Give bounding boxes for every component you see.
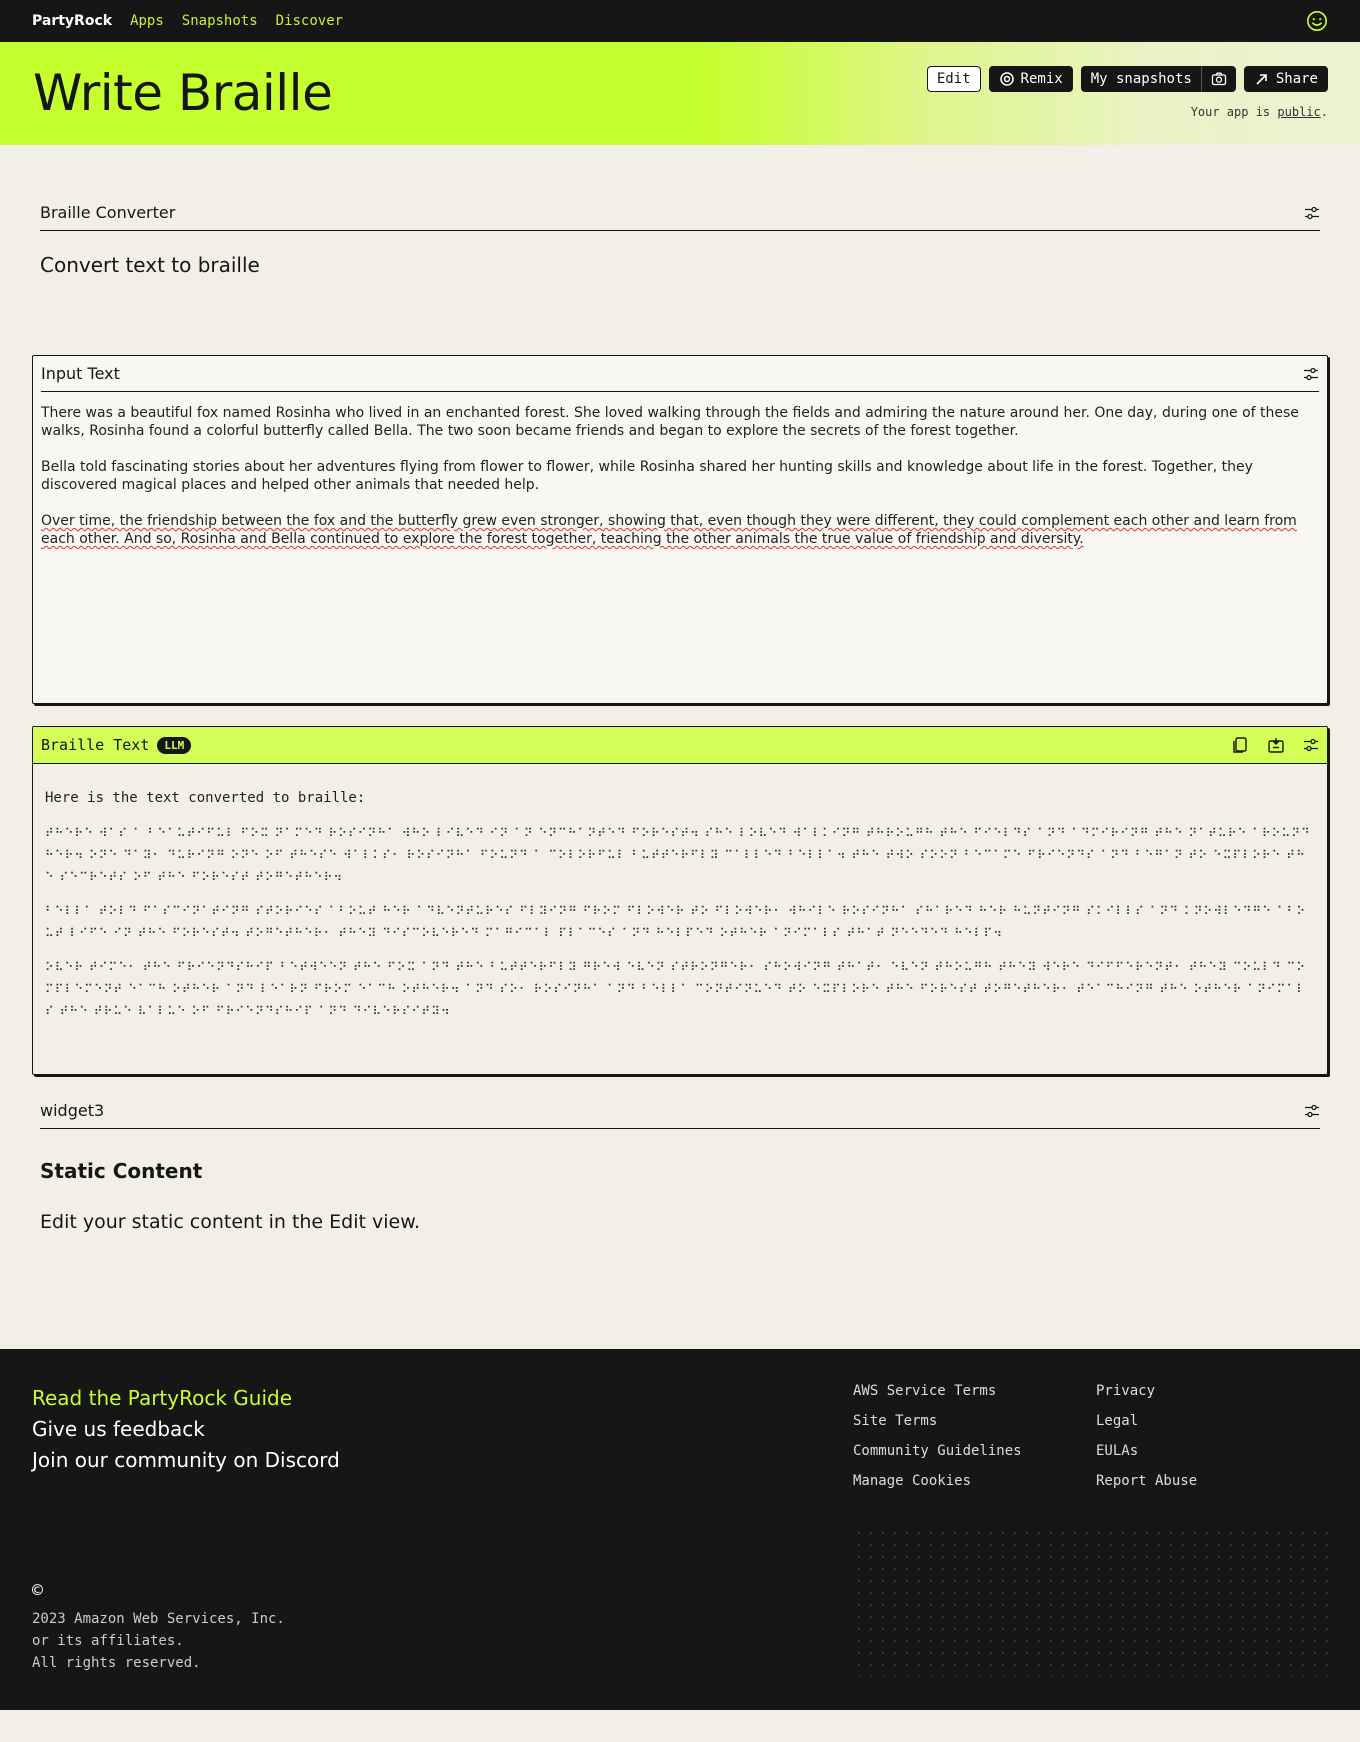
copyright-line: 2023 Amazon Web Services, Inc. bbox=[32, 1611, 285, 1627]
braille-paragraph: ⠕⠧⠑⠗ ⠞⠊⠍⠑⠂ ⠞⠓⠑ ⠋⠗⠊⠑⠝⠙⠎⠓⠊⠏ ⠃⠑⠞⠺⠑⠑⠝ ⠞⠓⠑ ⠋⠕⠭ ⠁⠝⠙ ⠞⠓⠑ ⠃⠥⠞⠞⠑⠗⠋⠇⠽ ⠛⠗⠑⠺ ⠑⠧⠑⠝ ⠎⠞⠗⠕⠝⠛⠑⠗⠂ ⠎⠓⠕⠺⠊⠝⠛ ⠞⠓⠁⠞⠂ ⠑⠧⠑⠝ ⠞⠓⠕⠥⠛⠓ ⠞⠓⠑⠽ ⠺⠑⠗⠑ ⠙⠊⠋⠋⠑⠗⠑⠝⠞⠂ ⠞⠓⠑⠽ ⠉⠕⠥⠇⠙ ⠉⠕⠍⠏⠇⠑⠍⠑⠝⠞ ⠑⠁⠉⠓ ⠕⠞⠓⠑⠗ ⠁⠝⠙ ⠇⠑⠁⠗⠝ ⠋⠗⠕⠍ ⠑⠁⠉⠓ ⠕⠞⠓⠑⠗⠲ ⠁⠝⠙ ⠎⠕⠂ ⠗⠕⠎⠊⠝⠓⠁ ⠁⠝⠙ ⠃⠑⠇⠇⠁ ⠉⠕⠝⠞⠊⠝⠥⠑⠙ ⠞⠕ ⠑⠭⠏⠇⠕⠗⠑ ⠞⠓⠑ ⠋⠕⠗⠑⠎⠞ ⠞⠕⠛⠑⠞⠓⠑⠗⠂ ⠞⠑⠁⠉⠓⠊⠝⠛ ⠞⠓⠑ ⠕⠞⠓⠑⠗ ⠁⠝⠊⠍⠁⠇⠎ ⠞⠓⠑ ⠞⠗⠥⠑ ⠧⠁⠇⠥⠑ ⠕⠋ ⠋⠗⠊⠑⠝⠙⠎⠓⠊⠏ ⠁⠝⠙ ⠙⠊⠧⠑⠗⠎⠊⠞⠽⠲ bbox=[45, 960, 1307, 1018]
report-abuse-link[interactable]: Report Abuse bbox=[1096, 1473, 1198, 1489]
discord-link[interactable]: Join our community on Discord bbox=[32, 1448, 340, 1472]
visibility-prefix: Your app is bbox=[1190, 105, 1271, 119]
app-header bbox=[0, 42, 1360, 145]
widget-title: Input Text bbox=[41, 364, 120, 383]
widget-actions bbox=[1231, 736, 1319, 754]
input-paragraph: Over time, the friendship between the fox and the butterfly grew even stronger, showing that, even though they were different, they could complement each other and learn from each other. And so, Rosinha and Bella continued to explore the forest together, teaching the other animals the true value of friendship and diversity. bbox=[41, 513, 1297, 547]
footer bbox=[0, 1349, 1360, 1710]
nav-link-discover[interactable]: Discover bbox=[275, 13, 344, 29]
guide-link[interactable]: Read the PartyRock Guide bbox=[32, 1386, 293, 1410]
widget-header bbox=[40, 195, 1320, 231]
copyright bbox=[32, 1580, 285, 1674]
privacy-link[interactable]: Privacy bbox=[1096, 1383, 1156, 1399]
remix-button[interactable] bbox=[989, 66, 1073, 92]
my-snapshots-button[interactable]: My snapshots bbox=[1081, 66, 1202, 92]
llm-badge: LLM bbox=[157, 737, 191, 754]
manage-cookies-link[interactable]: Manage Cookies bbox=[853, 1473, 972, 1489]
community-guidelines-link[interactable]: Community Guidelines bbox=[853, 1443, 1022, 1459]
retry-icon[interactable] bbox=[1267, 736, 1285, 754]
top-nav bbox=[0, 0, 1360, 42]
copyright-line: or its affiliates. bbox=[32, 1633, 184, 1649]
static-heading: Static Content bbox=[40, 1159, 203, 1183]
widget-header bbox=[40, 1093, 1320, 1129]
widget-body: Convert text to braille bbox=[40, 253, 260, 277]
app-canvas bbox=[0, 195, 1360, 1349]
camera-icon bbox=[1211, 71, 1227, 87]
footer-legal-links bbox=[853, 1383, 1296, 1489]
aws-service-terms-link[interactable]: AWS Service Terms bbox=[853, 1383, 997, 1399]
widget-title-group bbox=[41, 736, 191, 754]
share-arrow-icon bbox=[1254, 71, 1270, 87]
input-text-widget bbox=[32, 355, 1328, 704]
legal-link[interactable]: Legal bbox=[1096, 1413, 1139, 1429]
input-paragraph: There was a beautiful fox named Rosinha who lived in an enchanted forest. She loved walking through the fields and admiring the nature around her. One day, during one of these walks, Rosinha found a colorful butterfly called Bella. The two soon became friends and began to explore the secrets of the forest together. bbox=[41, 405, 1299, 439]
snapshots-group bbox=[1081, 66, 1236, 92]
nav-link-snapshots[interactable]: Snapshots bbox=[181, 13, 258, 29]
settings-sliders-icon[interactable] bbox=[1303, 737, 1319, 753]
widget-header bbox=[41, 356, 1319, 392]
widget-title: widget3 bbox=[40, 1101, 105, 1120]
braille-paragraph: ⠞⠓⠑⠗⠑ ⠺⠁⠎ ⠁ ⠃⠑⠁⠥⠞⠊⠋⠥⠇ ⠋⠕⠭ ⠝⠁⠍⠑⠙ ⠗⠕⠎⠊⠝⠓⠁ ⠺⠓⠕ ⠇⠊⠧⠑⠙ ⠊⠝ ⠁⠝ ⠑⠝⠉⠓⠁⠝⠞⠑⠙ ⠋⠕⠗⠑⠎⠞⠲ ⠎⠓⠑ ⠇⠕⠧⠑⠙ ⠺⠁⠇⠅⠊⠝⠛ ⠞⠓⠗⠕⠥⠛⠓ ⠞⠓⠑ ⠋⠊⠑⠇⠙⠎ ⠁⠝⠙ ⠁⠙⠍⠊⠗⠊⠝⠛ ⠞⠓⠑ ⠝⠁⠞⠥⠗⠑ ⠁⠗⠕⠥⠝⠙ ⠓⠑⠗⠲ ⠕⠝⠑ ⠙⠁⠽⠂ ⠙⠥⠗⠊⠝⠛ ⠕⠝⠑ ⠕⠋ ⠞⠓⠑⠎⠑ ⠺⠁⠇⠅⠎⠂ ⠗⠕⠎⠊⠝⠓⠁ ⠋⠕⠥⠝⠙ ⠁ ⠉⠕⠇⠕⠗⠋⠥⠇ ⠃⠥⠞⠞⠑⠗⠋⠇⠽ ⠉⠁⠇⠇⠑⠙ ⠃⠑⠇⠇⠁⠲ ⠞⠓⠑ ⠞⠺⠕ ⠎⠕⠕⠝ ⠃⠑⠉⠁⠍⠑ ⠋⠗⠊⠑⠝⠙⠎ ⠁⠝⠙ ⠃⠑⠛⠁⠝ ⠞⠕ ⠑⠭⠏⠇⠕⠗⠑ ⠞⠓⠑ ⠎⠑⠉⠗⠑⠞⠎ ⠕⠋ ⠞⠓⠑ ⠋⠕⠗⠑⠎⠞ ⠞⠕⠛⠑⠞⠓⠑⠗⠲ bbox=[45, 826, 1311, 884]
nav-link-apps[interactable]: Apps bbox=[130, 13, 164, 29]
edit-button[interactable]: Edit bbox=[927, 66, 981, 92]
settings-sliders-icon[interactable] bbox=[1304, 205, 1320, 221]
static-content-widget bbox=[32, 1093, 1328, 1349]
input-paragraph: Bella told fascinating stories about her adventures flying from flower to flower, while Rosinha shared her hunting skills and knowledge about life in the forest. Together, they discovered magical places and helped other animals that needed help. bbox=[41, 459, 1253, 493]
braille-text-widget bbox=[32, 726, 1328, 1075]
output-intro: Here is the text converted to braille: bbox=[45, 790, 366, 806]
widget-header bbox=[33, 727, 1327, 764]
app-title: Write Braille bbox=[33, 64, 333, 122]
feedback-link[interactable]: Give us feedback bbox=[32, 1417, 205, 1441]
visibility-suffix: . bbox=[1320, 105, 1328, 119]
braille-paragraph: ⠃⠑⠇⠇⠁ ⠞⠕⠇⠙ ⠋⠁⠎⠉⠊⠝⠁⠞⠊⠝⠛ ⠎⠞⠕⠗⠊⠑⠎ ⠁⠃⠕⠥⠞ ⠓⠑⠗ ⠁⠙⠧⠑⠝⠞⠥⠗⠑⠎ ⠋⠇⠽⠊⠝⠛ ⠋⠗⠕⠍ ⠋⠇⠕⠺⠑⠗ ⠞⠕ ⠋⠇⠕⠺⠑⠗⠂ ⠺⠓⠊⠇⠑ ⠗⠕⠎⠊⠝⠓⠁ ⠎⠓⠁⠗⠑⠙ ⠓⠑⠗ ⠓⠥⠝⠞⠊⠝⠛ ⠎⠅⠊⠇⠇⠎ ⠁⠝⠙ ⠅⠝⠕⠺⠇⠑⠙⠛⠑ ⠁⠃⠕⠥⠞ ⠇⠊⠋⠑ ⠊⠝ ⠞⠓⠑ ⠋⠕⠗⠑⠎⠞⠲ ⠞⠕⠛⠑⠞⠓⠑⠗⠂ ⠞⠓⠑⠽ ⠙⠊⠎⠉⠕⠧⠑⠗⠑⠙ ⠍⠁⠛⠊⠉⠁⠇ ⠏⠇⠁⠉⠑⠎ ⠁⠝⠙ ⠓⠑⠇⠏⠑⠙ ⠕⠞⠓⠑⠗ ⠁⠝⠊⠍⠁⠇⠎ ⠞⠓⠁⠞ ⠝⠑⠑⠙⠑⠙ ⠓⠑⠇⠏⠲ bbox=[45, 904, 1307, 940]
header-actions bbox=[927, 66, 1328, 92]
visibility-note bbox=[1191, 105, 1328, 119]
eulas-link[interactable]: EULAs bbox=[1096, 1443, 1139, 1459]
copyright-symbol: © bbox=[32, 1580, 43, 1601]
take-snapshot-button[interactable] bbox=[1202, 66, 1236, 92]
copyright-line: All rights reserved. bbox=[32, 1655, 201, 1671]
widget-title: Braille Text bbox=[41, 736, 150, 754]
brand-logo[interactable]: PartyRock bbox=[32, 13, 113, 29]
site-terms-link[interactable]: Site Terms bbox=[853, 1413, 938, 1429]
share-button[interactable] bbox=[1244, 66, 1328, 92]
llm-output bbox=[33, 764, 1327, 1022]
remix-label: Remix bbox=[1020, 71, 1063, 87]
widget-body bbox=[40, 1129, 1320, 1349]
dot-pattern bbox=[853, 1527, 1328, 1677]
visibility-link[interactable]: public bbox=[1277, 105, 1321, 119]
remix-icon bbox=[999, 71, 1015, 87]
widget-title: Braille Converter bbox=[40, 203, 176, 222]
input-textarea[interactable] bbox=[41, 392, 1319, 548]
settings-sliders-icon[interactable] bbox=[1304, 1103, 1320, 1119]
smiley-icon[interactable] bbox=[1306, 10, 1328, 32]
copy-icon[interactable] bbox=[1231, 736, 1249, 754]
settings-sliders-icon[interactable] bbox=[1303, 366, 1319, 382]
braille-converter-widget bbox=[32, 195, 1328, 355]
static-text: Edit your static content in the Edit view. bbox=[40, 1211, 421, 1233]
share-label: Share bbox=[1275, 71, 1318, 87]
